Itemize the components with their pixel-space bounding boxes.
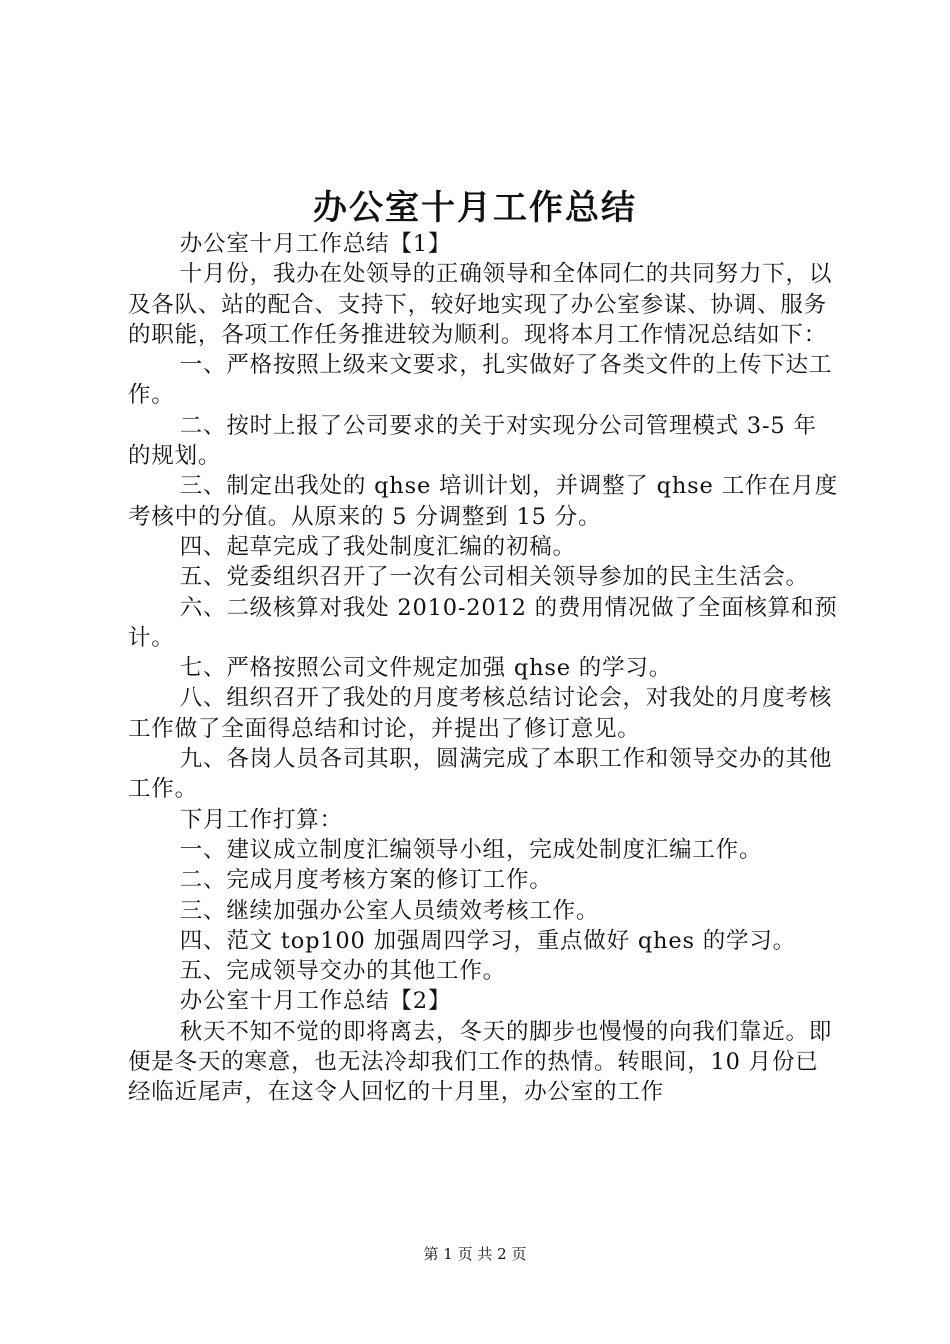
paragraph: 四、范文 top100 加强周四学习，重点做好 qhes 的学习。 xyxy=(179,927,796,954)
paragraph: 办公室十月工作总结【1】 xyxy=(179,231,452,257)
paragraph: 六、二级核算对我处 2010-2012 的费用情况做了全面核算和预计。 xyxy=(128,594,838,651)
paragraph: 五、党委组织召开了一次有公司相关领导参加的民主生活会。 xyxy=(179,564,809,591)
paragraph: 九、各岗人员各司其职，圆满完成了本职工作和领导交办的其他工作。 xyxy=(128,746,833,803)
paragraph: 四、起草完成了我处制度汇编的初稿。 xyxy=(179,533,576,560)
page-footer: 第 1 页 共 2 页 xyxy=(423,1245,527,1263)
paragraph: 二、完成月度考核方案的修订工作。 xyxy=(179,867,553,894)
paragraph: 十月份，我办在处领导的正确领导和全体同仁的共同努力下，以及各队、站的配合、支持下，较好地实现了办公室参谋、协调、服务的职能，各项工作任务推进较为顺利。现将本月工作情况总结如下： xyxy=(128,261,833,348)
paragraph: 秋天不知不觉的即将离去，冬天的脚步也慢慢的向我们靠近。即便是冬天的寒意，也无法冷却我们工作的热情。转眼间，10 月份已经临近尾声，在这令人回忆的十月里，办公室的工作 xyxy=(128,1018,833,1106)
paragraph: 办公室十月工作总结【2】 xyxy=(179,988,452,1015)
paragraph: 下月工作打算： xyxy=(179,806,343,833)
paragraph: 一、建议成立制度汇编领导小组，完成处制度汇编工作。 xyxy=(179,836,763,863)
paragraph: 三、继续加强办公室人员绩效考核工作。 xyxy=(179,897,600,924)
paragraph: 八、组织召开了我处的月度考核总结讨论会，对我处的月度考核工作做了全面得总结和讨论，并提出了修订意见。 xyxy=(128,685,833,742)
paragraph: 一、严格按照上级来文要求，扎实做好了各类文件的上传下达工作。 xyxy=(128,352,833,409)
document-title: 办公室十月工作总结 xyxy=(313,188,637,228)
paragraph: 二、按时上报了公司要求的关于对实现分公司管理模式 3-5 年的规划。 xyxy=(128,412,817,470)
paragraph: 三、制定出我处的 qhse 培训计划，并调整了 qhse 工作在月度考核中的分值。从原来的 5 分调整到 15 分。 xyxy=(128,473,839,530)
document-body xyxy=(128,229,840,1108)
paragraph: 七、严格按照公司文件规定加强 qhse 的学习。 xyxy=(179,655,673,682)
paragraph: 五、完成领导交办的其他工作。 xyxy=(179,958,506,985)
